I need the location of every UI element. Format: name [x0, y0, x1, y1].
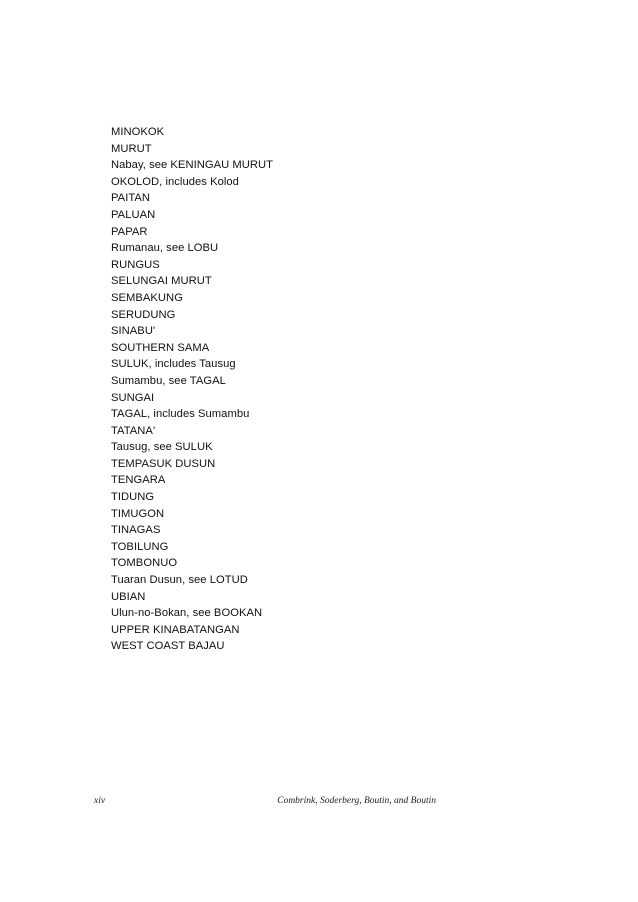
list-item: MINOKOK	[111, 126, 165, 138]
list-item: Nabay, see KENINGAU MURUT	[111, 159, 274, 172]
list-item: PALUAN	[111, 208, 156, 221]
list-item: Tausug, see SULUK	[111, 441, 213, 454]
list-item: TEMPASUK DUSUN	[111, 457, 216, 470]
list-item: TOMBONUO	[111, 557, 178, 570]
footer-authors: Combrink, Soderberg, Boutin, and Boutin	[277, 796, 436, 806]
list-item: TENGARA	[111, 474, 166, 487]
page-number: xiv	[94, 796, 106, 806]
list-item: OKOLOD, includes Kolod	[111, 175, 239, 188]
list-item: TINAGAS	[111, 524, 161, 537]
list-item: TIDUNG	[111, 491, 155, 504]
list-item: TIMUGON	[111, 507, 165, 520]
language-list	[111, 124, 273, 655]
list-item: SINABU'	[111, 325, 156, 338]
list-item: UBIAN	[111, 590, 146, 603]
list-item: MURUT	[111, 142, 152, 155]
list-item: TOBILUNG	[111, 540, 169, 553]
list-item: SELUNGAI MURUT	[111, 275, 212, 288]
list-item: PAITAN	[111, 192, 151, 205]
list-item: Tuaran Dusun, see LOTUD	[111, 574, 248, 587]
list-item: TATANA'	[111, 424, 156, 437]
list-item: WEST COAST BAJAU	[111, 640, 225, 653]
list-item: TAGAL, includes Sumambu	[111, 408, 250, 421]
list-item: Ulun-no-Bokan, see BOOKAN	[111, 607, 263, 620]
list-item: SULUK, includes Tausug	[111, 358, 236, 371]
list-item: RUNGUS	[111, 258, 160, 271]
list-item: SERUDUNG	[111, 308, 176, 321]
list-item: Sumambu, see TAGAL	[111, 374, 226, 387]
list-item: SEMBAKUNG	[111, 291, 183, 304]
list-item: UPPER KINABATANGAN	[111, 623, 240, 636]
page-footer	[94, 794, 436, 808]
list-item: Rumanau, see LOBU	[111, 242, 219, 255]
list-item: PAPAR	[111, 225, 148, 238]
list-item: SOUTHERN SAMA	[111, 341, 210, 354]
list-item: SUNGAI	[111, 391, 155, 404]
